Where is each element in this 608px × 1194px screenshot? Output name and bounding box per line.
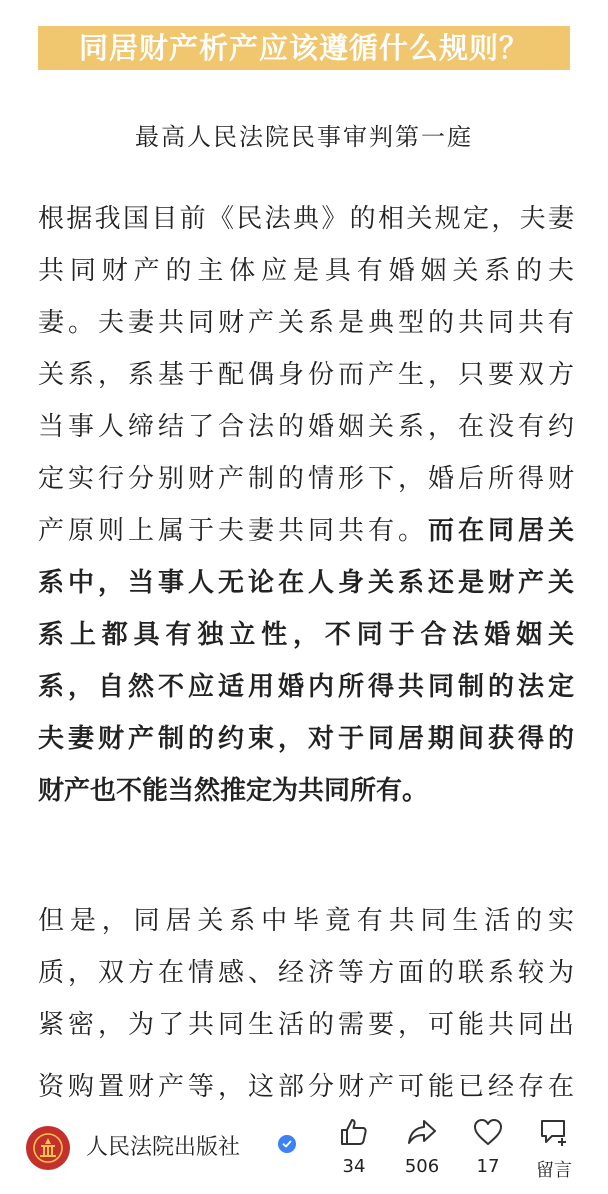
like-count: 34 <box>342 1156 366 1177</box>
court-emblem-icon <box>32 1132 64 1164</box>
bold-text-line: 系中，当事人无论在人身关系还是财产关 <box>38 568 574 598</box>
text-segment: 资购置财产等，这部分财产可能已经存在 <box>38 1072 574 1102</box>
bottom-action-bar <box>0 1104 608 1194</box>
bold-text-line: 系上都具有独立性，不同于合法婚姻关 <box>38 620 574 650</box>
text-line: 妻。夫妻共同财产关系是典型的共同共有 <box>38 308 574 338</box>
text-line-mixed <box>38 505 574 557</box>
text-line: 紧密，为了共同生活的需要，可能共同出 <box>38 1010 574 1040</box>
favorite-count: 17 <box>476 1156 500 1177</box>
text-line: 关系，系基于配偶身份而产生，只要双方 <box>38 360 574 390</box>
text-line-cut-off <box>38 1051 574 1103</box>
text-line: 共同财产的主体应是具有婚姻关系的夫 <box>38 256 574 286</box>
bold-text-line: 夫妻财产制的约束，对于同居期间获得的 <box>38 724 574 754</box>
account-avatar[interactable] <box>26 1126 70 1170</box>
text-segment: 产原则上属于夫妻共同共有。 <box>38 516 428 546</box>
paragraph-2 <box>38 895 574 1103</box>
heart-icon <box>472 1116 504 1148</box>
text-line: 当事人缔结了合法的婚姻关系，在没有约 <box>38 412 574 442</box>
verified-icon <box>278 1135 296 1153</box>
favorite-button[interactable] <box>458 1116 518 1186</box>
bold-text-line: 财产也不能当然推定为共同所有。 <box>38 776 429 806</box>
text-line: 定实行分别财产制的情形下，婚后所得财 <box>38 464 574 494</box>
text-line: 根据我国目前《民法典》的相关规定，夫妻 <box>38 204 574 234</box>
share-count: 506 <box>404 1156 440 1177</box>
like-button[interactable] <box>324 1116 384 1186</box>
comment-label: 留言 <box>536 1160 572 1181</box>
bold-text-segment: 而在同居关 <box>427 516 574 546</box>
article-subtitle: 最高人民法院民事审判第一庭 <box>135 123 473 151</box>
account-name[interactable]: 人民法院出版社 <box>86 1135 241 1160</box>
paragraph-1 <box>38 193 574 817</box>
share-button[interactable] <box>392 1116 452 1186</box>
comment-plus-icon <box>538 1116 570 1148</box>
article-title: 同居财产析产应该遵循什么规则？ <box>78 31 529 65</box>
share-arrow-icon <box>406 1116 438 1148</box>
bold-text-line: 系，自然不应适用婚内所得共同制的法定 <box>38 672 574 702</box>
article-title-banner <box>38 26 570 70</box>
text-line: 但是，同居关系中毕竟有共同生活的实 <box>38 906 574 936</box>
comment-button[interactable] <box>524 1116 584 1186</box>
text-line: 质，双方在情感、经济等方面的联系较为 <box>38 958 574 988</box>
thumbs-up-icon <box>338 1116 370 1148</box>
